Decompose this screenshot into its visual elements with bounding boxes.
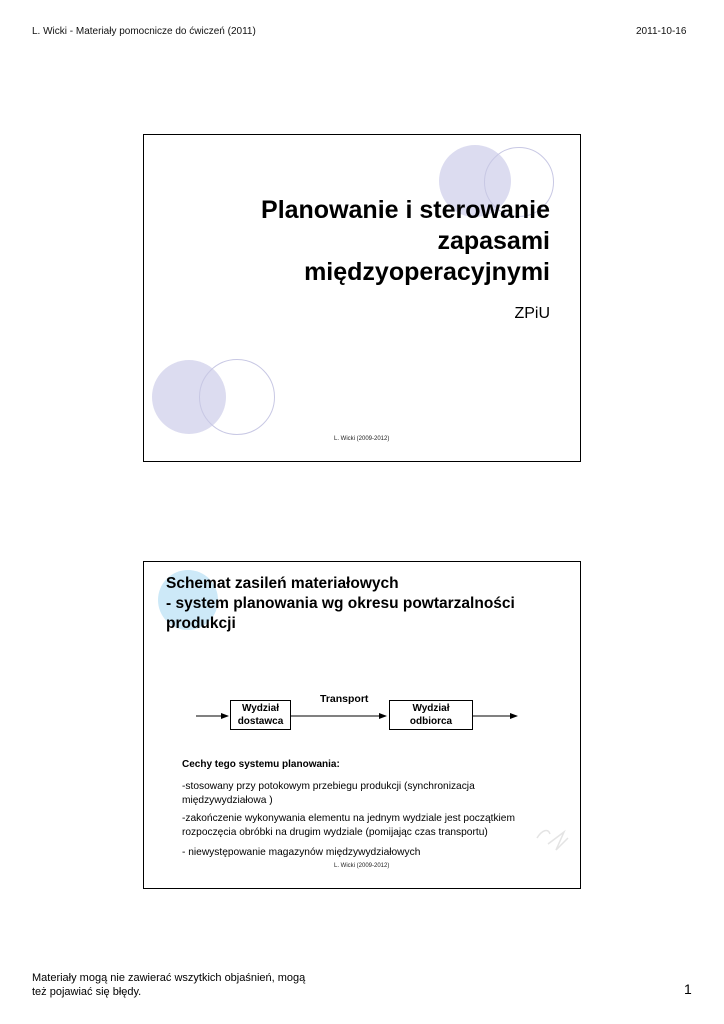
slide-2-credit: L. Wicki (2009-2012) xyxy=(334,863,390,869)
title-line: - system planowania wg okresu powtarzalności xyxy=(166,595,515,612)
title-line: Schemat zasileń materiałowych xyxy=(166,575,399,592)
feature-item xyxy=(182,812,552,840)
slide-1-subtitle: ZPiU xyxy=(514,305,550,322)
slide-2 xyxy=(143,561,581,889)
footer-line: Materiały mogą nie zawierać wszytkich objaśnień, mogą xyxy=(32,972,306,984)
supplier-department-box xyxy=(230,700,291,730)
decorative-circle-outline-bottom xyxy=(199,359,275,435)
box-label: odbiorca xyxy=(409,716,453,727)
feature-line: -stosowany przy potokowym przebiegu produkcji (synchronizacja xyxy=(182,781,475,792)
page-header-date: 2011-10-16 xyxy=(636,26,687,37)
features-heading: Cechy tego systemu planowania: xyxy=(182,759,340,770)
box-label: Wydział xyxy=(412,703,450,714)
title-line: zapasami xyxy=(437,227,550,255)
slide-1-credit: L. Wicki (2009-2012) xyxy=(334,436,390,442)
feature-line: międzywydziałowa ) xyxy=(182,795,273,806)
footer-line: też pojawiać się błędy. xyxy=(32,986,142,998)
receiver-department-box xyxy=(389,700,473,730)
box-label: dostawca xyxy=(237,716,284,727)
title-line: międzyoperacyjnymi xyxy=(304,258,550,286)
page-footer-note xyxy=(32,971,305,999)
title-line: Planowanie i sterowanie xyxy=(261,196,550,224)
feature-line: -zakończenie wykonywania elementu na jednym wydziale jest początkiem xyxy=(182,813,515,824)
feature-item xyxy=(182,780,552,808)
feature-item xyxy=(182,846,552,860)
slide-1-title xyxy=(220,195,550,288)
title-line: produkcji xyxy=(166,615,236,632)
feature-line: - niewystępowanie magazynów międzywydziałowych xyxy=(182,847,421,858)
slide-1 xyxy=(143,134,581,462)
box-label: Wydział xyxy=(241,703,280,714)
transport-label: Transport xyxy=(320,693,369,705)
page-header-left: L. Wicki - Materiały pomocnicze do ćwiczeń (2011) xyxy=(32,26,256,37)
feature-line: rozpoczęcia obróbki na drugim wydziale (pomijając czas transportu) xyxy=(182,827,488,838)
page-number: 1 xyxy=(684,981,692,997)
